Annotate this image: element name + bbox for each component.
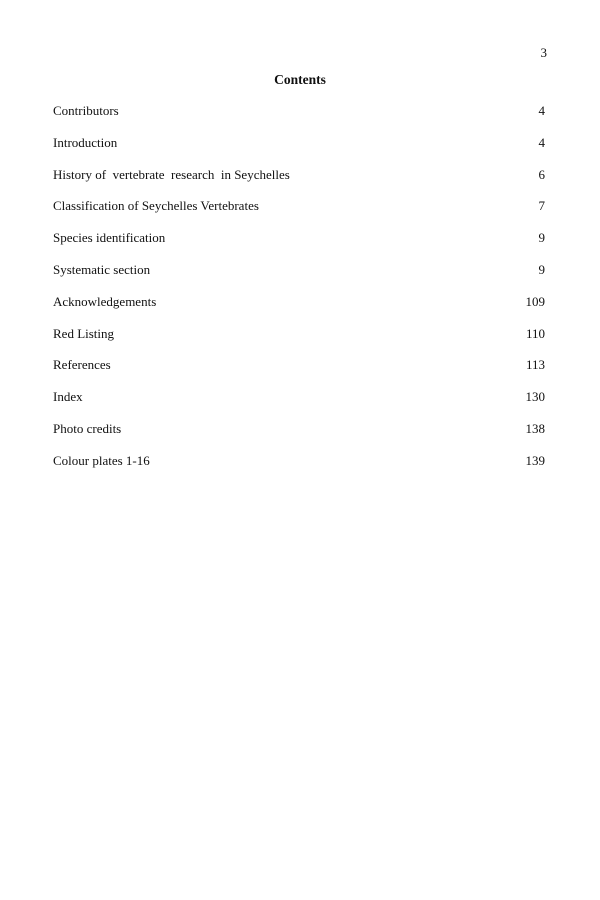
toc-entry-page: 6 xyxy=(538,166,545,182)
contents-heading: Contents xyxy=(274,72,326,87)
toc-entry-page: 7 xyxy=(538,198,545,214)
toc-entry-label: Red Listing xyxy=(53,325,115,341)
toc-entry-label: Index xyxy=(53,389,83,405)
toc-entry-page: 113 xyxy=(525,357,545,373)
toc-entry-label: References xyxy=(53,357,111,373)
toc-entry-label: Species identification xyxy=(53,230,166,246)
toc-entry-references xyxy=(53,357,545,389)
toc-entry-species-identification xyxy=(53,230,545,262)
toc-entry-classification xyxy=(53,198,545,230)
toc-entry-page: 9 xyxy=(538,230,545,246)
toc-entry-systematic-section xyxy=(53,262,545,294)
toc-entry-label: Photo credits xyxy=(53,420,122,436)
toc-entry-label: Systematic section xyxy=(53,261,151,277)
toc-entry-label: Contributors xyxy=(53,103,119,118)
toc-entry-label: History of vertebrate research in Seychelles xyxy=(53,166,290,182)
toc-entry-colour-plates xyxy=(53,453,545,485)
toc-entry-acknowledgements xyxy=(53,294,545,326)
toc-entry-label: Colour plates 1-16 xyxy=(53,452,150,468)
toc-entry-page: 4 xyxy=(538,103,545,118)
toc-entry-red-listing xyxy=(53,326,545,358)
toc-entry-index xyxy=(53,389,545,421)
toc-entry-contributors xyxy=(53,103,545,135)
page-number: 3 xyxy=(540,45,547,60)
toc-entry-label: Classification of Seychelles Vertebrates xyxy=(53,198,259,214)
toc-entry-introduction xyxy=(53,135,545,167)
table-of-contents xyxy=(53,103,545,485)
toc-entry-page: 9 xyxy=(538,261,545,277)
toc-entry-page: 109 xyxy=(525,293,545,309)
toc-entry-photo-credits xyxy=(53,421,545,453)
toc-entry-history xyxy=(53,167,545,199)
toc-entry-page: 138 xyxy=(525,420,545,436)
toc-entry-page: 139 xyxy=(525,452,545,468)
toc-entry-page: 110 xyxy=(525,325,545,341)
toc-entry-page: 130 xyxy=(525,389,545,405)
toc-entry-page: 4 xyxy=(538,134,545,150)
toc-entry-label: Introduction xyxy=(53,134,118,150)
toc-entry-label: Acknowledgements xyxy=(53,293,157,309)
